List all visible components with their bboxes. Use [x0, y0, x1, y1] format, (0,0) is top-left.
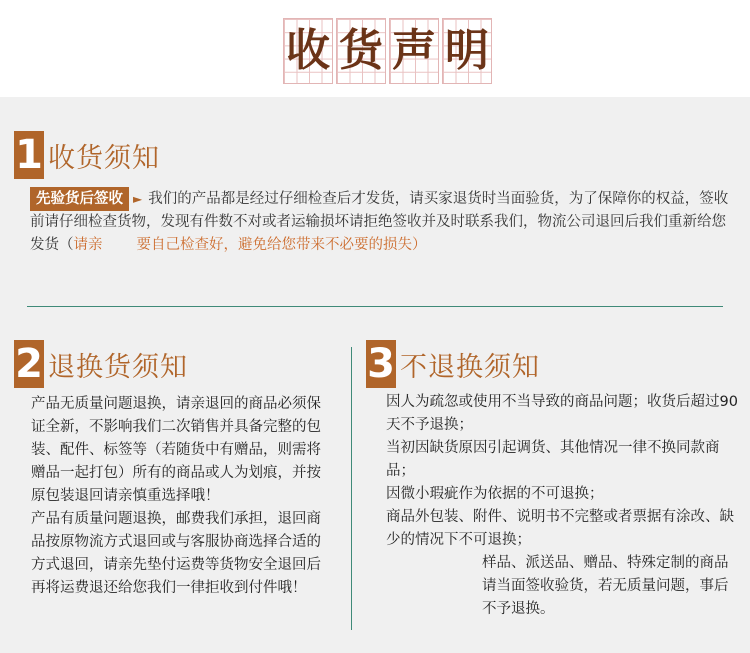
section-3-item: 样品、派送品、赠品、特殊定制的商品请当面签收验货，若无质量问题，事后不予退换。 — [482, 555, 729, 617]
title-char: 收 — [286, 25, 330, 76]
section-2-title: 退换货须知 — [48, 351, 188, 383]
content-panel — [0, 97, 750, 653]
title-char-cell — [283, 18, 333, 84]
section-1-highlight-a: 请亲 — [73, 237, 103, 253]
section-1-highlight-b: 要自己检查好，避免给您带来不必要的损失） — [136, 237, 427, 253]
section-2-paragraph: 产品无质量问题退换，请亲退回的商品必须保证全新，不影响我们二次销售并具备完整的包装、配件、标签等（若随货中有赠品，则需将赠品一起打包）所有的商品或人为划痕，并按原包装退回请亲慎重选择哦！ — [31, 396, 321, 504]
title-char-cell — [442, 18, 492, 84]
section-3-body — [386, 391, 738, 621]
section-1-number: 1 — [15, 132, 43, 178]
section-2-number: 2 — [15, 341, 43, 387]
title-char: 明 — [445, 25, 489, 76]
section-2-heading — [14, 340, 188, 388]
section-3-item: 当初因缺货原因引起调货、其他情况一律不换同款商品； — [386, 440, 720, 479]
section-3-item: 商品外包装、附件、说明书不完整或者票据有涂改、缺少的情况下不可退换； — [386, 509, 734, 548]
section-1-title: 收货须知 — [48, 142, 160, 174]
section-1-body — [30, 187, 736, 257]
title-char-cell — [336, 18, 386, 84]
vertical-divider — [351, 347, 352, 630]
title-char: 声 — [392, 25, 436, 76]
section-1-heading — [14, 131, 160, 179]
horizontal-divider — [27, 306, 723, 307]
section-3-heading — [366, 340, 540, 388]
title-char-cell — [389, 18, 439, 84]
section-3-number: 3 — [367, 341, 395, 387]
inspect-first-badge: 先验货后签收 — [30, 187, 129, 211]
section-1-text: 我们的产品都是经过仔细检查后才发货，请买家退货时当面验货，为了保障你的权益，签收前请仔细检查货物，发现有件数不对或者运输损坏请拒绝签收并及时联系我们，物流公司退回后我们重新给您发货（ — [30, 191, 729, 253]
section-3-item: 因微小瑕疵作为依据的不可退换； — [386, 486, 604, 502]
section-2-paragraph: 产品有质量问题退换，邮费我们承担，退回商品按原物流方式退回或与客服协商选择合适的方式退回，请亲先垫付运费等货物安全退回后再将运费退还给您我们一律拒收到付件哦！ — [31, 511, 321, 596]
section-2-body — [31, 393, 331, 600]
page-title — [283, 18, 495, 84]
arrow-right-icon: ► — [133, 192, 143, 206]
title-char: 货 — [339, 25, 383, 76]
section-3-title: 不退换须知 — [400, 351, 540, 383]
section-3-item: 因人为疏忽或使用不当导致的商品问题；收货后超过90天不予退换； — [386, 394, 738, 433]
